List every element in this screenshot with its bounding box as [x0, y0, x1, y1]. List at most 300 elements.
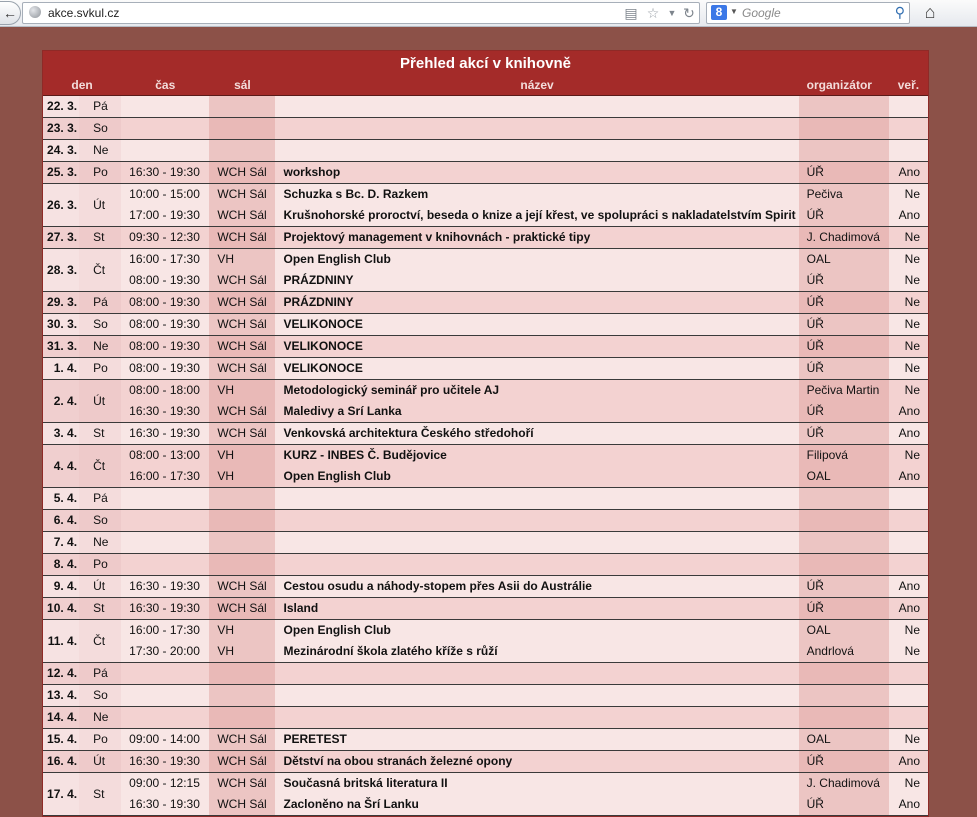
day-of-week: So	[79, 510, 121, 532]
day-group	[43, 751, 928, 773]
event-name: PERETEST	[275, 729, 798, 751]
event-organizer: J. Chadimová	[799, 773, 889, 795]
event-room: WCH Sál	[209, 227, 275, 249]
event-public: Ne	[889, 729, 928, 751]
event-room: WCH Sál	[209, 184, 275, 206]
table-row	[43, 380, 928, 402]
event-room: WCH Sál	[209, 773, 275, 795]
event-public: Ne	[889, 336, 928, 358]
event-organizer	[799, 140, 889, 162]
event-name: KURZ - INBES Č. Budějovice	[275, 445, 798, 467]
day-date: 4. 4.	[43, 445, 79, 488]
event-organizer	[799, 685, 889, 707]
day-of-week: Po	[79, 729, 121, 751]
event-organizer	[799, 510, 889, 532]
event-public: Ne	[889, 270, 928, 292]
day-of-week: Po	[79, 554, 121, 576]
table-title-row	[43, 51, 928, 75]
event-time: 10:00 - 15:00	[121, 184, 209, 206]
day-date: 13. 4.	[43, 685, 79, 707]
day-group	[43, 445, 928, 488]
day-date: 27. 3.	[43, 227, 79, 249]
day-group	[43, 96, 928, 118]
day-date: 30. 3.	[43, 314, 79, 336]
day-date: 22. 3.	[43, 96, 79, 118]
event-room: WCH Sál	[209, 729, 275, 751]
event-organizer: ÚŘ	[799, 598, 889, 620]
event-public: Ne	[889, 620, 928, 642]
event-organizer: Filipová	[799, 445, 889, 467]
event-name	[275, 685, 798, 707]
event-time	[121, 510, 209, 532]
event-organizer	[799, 707, 889, 729]
event-public: Ne	[889, 773, 928, 795]
event-time: 08:00 - 18:00	[121, 380, 209, 402]
event-organizer	[799, 554, 889, 576]
day-date: 6. 4.	[43, 510, 79, 532]
event-public	[889, 510, 928, 532]
event-organizer: ÚŘ	[799, 401, 889, 423]
day-date: 26. 3.	[43, 184, 79, 227]
table-row	[43, 510, 928, 532]
event-public: Ano	[889, 751, 928, 773]
event-name: workshop	[275, 162, 798, 184]
event-time: 16:30 - 19:30	[121, 423, 209, 445]
day-date: 31. 3.	[43, 336, 79, 358]
event-name: VELIKONOCE	[275, 358, 798, 380]
day-of-week: Út	[79, 380, 121, 423]
events-table	[43, 51, 928, 816]
event-time	[121, 532, 209, 554]
event-room: WCH Sál	[209, 336, 275, 358]
day-date: 14. 4.	[43, 707, 79, 729]
table-row	[43, 140, 928, 162]
table-row	[43, 401, 928, 423]
event-time	[121, 118, 209, 140]
event-time: 16:30 - 19:30	[121, 576, 209, 598]
day-date: 8. 4.	[43, 554, 79, 576]
event-room	[209, 488, 275, 510]
event-organizer: ÚŘ	[799, 162, 889, 184]
event-name	[275, 663, 798, 685]
day-date: 25. 3.	[43, 162, 79, 184]
event-organizer: ÚŘ	[799, 576, 889, 598]
event-name: Projektový management v knihovnách - praktické tipy	[275, 227, 798, 249]
column-header-name: název	[275, 75, 798, 96]
day-date: 7. 4.	[43, 532, 79, 554]
event-room: VH	[209, 380, 275, 402]
table-row	[43, 314, 928, 336]
event-organizer: Andrlová	[799, 641, 889, 663]
event-name: Mezinárodní škola zlatého kříže s růží	[275, 641, 798, 663]
event-organizer	[799, 96, 889, 118]
url-text[interactable]: akce.svkul.cz	[48, 6, 120, 20]
table-row	[43, 423, 928, 445]
event-organizer: Pečiva Martin	[799, 380, 889, 402]
day-group	[43, 576, 928, 598]
event-time	[121, 663, 209, 685]
event-organizer: ÚŘ	[799, 270, 889, 292]
event-organizer: ÚŘ	[799, 292, 889, 314]
day-group	[43, 162, 928, 184]
event-public	[889, 685, 928, 707]
day-of-week: Ne	[79, 532, 121, 554]
event-time: 16:30 - 19:30	[121, 598, 209, 620]
event-name: Island	[275, 598, 798, 620]
event-time: 08:00 - 19:30	[121, 314, 209, 336]
event-time: 16:00 - 17:30	[121, 466, 209, 488]
event-public: Ano	[889, 598, 928, 620]
reader-view-icon[interactable]: ▤	[624, 5, 638, 21]
day-of-week: Út	[79, 576, 121, 598]
day-of-week: St	[79, 423, 121, 445]
event-time	[121, 96, 209, 118]
event-time	[121, 488, 209, 510]
event-room	[209, 118, 275, 140]
event-public: Ano	[889, 576, 928, 598]
event-public: Ne	[889, 249, 928, 271]
event-name: VELIKONOCE	[275, 336, 798, 358]
event-time	[121, 685, 209, 707]
day-of-week: Čt	[79, 249, 121, 292]
day-date: 5. 4.	[43, 488, 79, 510]
table-row	[43, 270, 928, 292]
event-time: 08:00 - 19:30	[121, 292, 209, 314]
back-arrow-icon: ←	[3, 5, 17, 21]
table-row	[43, 663, 928, 685]
event-name: PRÁZDNINY	[275, 270, 798, 292]
table-row	[43, 488, 928, 510]
event-organizer	[799, 488, 889, 510]
day-of-week: Čt	[79, 620, 121, 663]
table-row	[43, 205, 928, 227]
event-name: Open English Club	[275, 249, 798, 271]
day-group	[43, 118, 928, 140]
day-of-week: Út	[79, 751, 121, 773]
table-row	[43, 598, 928, 620]
address-bar[interactable]	[22, 2, 700, 24]
search-icon[interactable]: ⚲	[894, 4, 905, 20]
day-group	[43, 510, 928, 532]
event-room: WCH Sál	[209, 598, 275, 620]
event-time	[121, 554, 209, 576]
event-room	[209, 96, 275, 118]
search-engine-dropdown-icon[interactable]: ▼	[730, 7, 738, 16]
event-organizer: OAL	[799, 249, 889, 271]
back-button[interactable]	[0, 1, 21, 25]
event-name	[275, 118, 798, 140]
table-row	[43, 794, 928, 816]
event-public: Ne	[889, 314, 928, 336]
event-name: Cestou osudu a náhody-stopem přes Asii do Austrálie	[275, 576, 798, 598]
day-of-week: Ne	[79, 336, 121, 358]
event-room: WCH Sál	[209, 292, 275, 314]
event-public	[889, 140, 928, 162]
day-group	[43, 598, 928, 620]
event-organizer: ÚŘ	[799, 423, 889, 445]
day-group	[43, 380, 928, 423]
event-time: 08:00 - 19:30	[121, 336, 209, 358]
event-room	[209, 140, 275, 162]
event-public	[889, 118, 928, 140]
event-room: WCH Sál	[209, 358, 275, 380]
day-group	[43, 140, 928, 162]
google-search-engine-icon[interactable]: 8	[711, 5, 727, 20]
day-of-week: Pá	[79, 292, 121, 314]
event-time: 09:00 - 12:15	[121, 773, 209, 795]
event-name: Zacloněno na Šrí Lanku	[275, 794, 798, 816]
event-organizer: ÚŘ	[799, 336, 889, 358]
event-room: VH	[209, 249, 275, 271]
event-public	[889, 554, 928, 576]
event-time: 08:00 - 19:30	[121, 358, 209, 380]
table-row	[43, 184, 928, 206]
event-time	[121, 140, 209, 162]
event-name	[275, 510, 798, 532]
event-public: Ne	[889, 358, 928, 380]
event-room: WCH Sál	[209, 205, 275, 227]
event-public: Ne	[889, 184, 928, 206]
table-row	[43, 707, 928, 729]
table-row	[43, 751, 928, 773]
day-of-week: St	[79, 598, 121, 620]
event-time: 16:30 - 19:30	[121, 794, 209, 816]
event-public: Ano	[889, 401, 928, 423]
column-header-day: den	[43, 75, 121, 96]
event-organizer: Pečiva	[799, 184, 889, 206]
column-header-room: sál	[209, 75, 275, 96]
event-organizer	[799, 118, 889, 140]
column-header-organizer: organizátor	[799, 75, 889, 96]
event-time: 09:00 - 14:00	[121, 729, 209, 751]
event-time: 17:00 - 19:30	[121, 205, 209, 227]
globe-icon	[29, 6, 41, 18]
table-row	[43, 292, 928, 314]
day-of-week: St	[79, 773, 121, 816]
event-room: WCH Sál	[209, 314, 275, 336]
day-date: 1. 4.	[43, 358, 79, 380]
event-room: WCH Sál	[209, 162, 275, 184]
event-room	[209, 554, 275, 576]
event-name: Open English Club	[275, 620, 798, 642]
day-of-week: Pá	[79, 488, 121, 510]
search-input[interactable]	[742, 5, 882, 20]
day-date: 12. 4.	[43, 663, 79, 685]
event-room: VH	[209, 641, 275, 663]
day-group	[43, 729, 928, 751]
event-time: 16:30 - 19:30	[121, 162, 209, 184]
day-date: 10. 4.	[43, 598, 79, 620]
event-time	[121, 707, 209, 729]
reload-icon[interactable]: ↻	[683, 5, 695, 21]
event-name: Metodologický seminář pro učitele AJ	[275, 380, 798, 402]
event-name	[275, 532, 798, 554]
day-group	[43, 620, 928, 663]
event-room	[209, 532, 275, 554]
event-name	[275, 488, 798, 510]
event-name: Současná britská literatura II	[275, 773, 798, 795]
day-of-week: So	[79, 118, 121, 140]
event-public	[889, 488, 928, 510]
table-row	[43, 118, 928, 140]
table-row	[43, 445, 928, 467]
table-row	[43, 249, 928, 271]
event-name: Krušnohorské proroctví, beseda o knize a její křest, ve spolupráci s nakladatelstvím Spirit	[275, 205, 798, 227]
search-bar[interactable]	[706, 2, 910, 24]
events-panel	[42, 50, 929, 817]
home-button[interactable]	[916, 1, 944, 23]
column-header-public: veř.	[889, 75, 928, 96]
day-of-week: So	[79, 685, 121, 707]
day-group	[43, 532, 928, 554]
day-date: 29. 3.	[43, 292, 79, 314]
event-organizer: ÚŘ	[799, 751, 889, 773]
day-group	[43, 685, 928, 707]
table-row	[43, 641, 928, 663]
event-time: 08:00 - 13:00	[121, 445, 209, 467]
day-of-week: Ne	[79, 707, 121, 729]
day-group	[43, 227, 928, 249]
table-row	[43, 96, 928, 118]
event-room	[209, 707, 275, 729]
event-public: Ne	[889, 641, 928, 663]
event-public: Ne	[889, 380, 928, 402]
event-name: VELIKONOCE	[275, 314, 798, 336]
event-name: Open English Club	[275, 466, 798, 488]
day-of-week: Po	[79, 162, 121, 184]
day-of-week: Pá	[79, 96, 121, 118]
event-name: Schuzka s Bc. D. Razkem	[275, 184, 798, 206]
event-name	[275, 554, 798, 576]
day-group	[43, 314, 928, 336]
day-of-week: Ne	[79, 140, 121, 162]
day-date: 15. 4.	[43, 729, 79, 751]
event-room: WCH Sál	[209, 751, 275, 773]
day-group	[43, 292, 928, 314]
day-group	[43, 554, 928, 576]
day-group	[43, 184, 928, 227]
event-time: 08:00 - 19:30	[121, 270, 209, 292]
table-row	[43, 554, 928, 576]
table-row	[43, 773, 928, 795]
history-dropdown-icon[interactable]: ▼	[667, 8, 677, 18]
table-row	[43, 466, 928, 488]
event-name: Venkovská architektura Českého středohoří	[275, 423, 798, 445]
event-public: Ano	[889, 423, 928, 445]
event-public: Ne	[889, 227, 928, 249]
day-of-week: Po	[79, 358, 121, 380]
event-organizer: J. Chadimová	[799, 227, 889, 249]
event-room: VH	[209, 620, 275, 642]
event-organizer: ÚŘ	[799, 794, 889, 816]
table-row	[43, 162, 928, 184]
day-group	[43, 663, 928, 685]
event-room: WCH Sál	[209, 270, 275, 292]
event-public: Ano	[889, 162, 928, 184]
event-name: PRÁZDNINY	[275, 292, 798, 314]
event-time: 16:30 - 19:30	[121, 751, 209, 773]
home-icon: ⌂	[924, 2, 936, 22]
table-row	[43, 729, 928, 751]
day-group	[43, 336, 928, 358]
table-row	[43, 532, 928, 554]
table-row	[43, 227, 928, 249]
event-room: VH	[209, 445, 275, 467]
day-date: 3. 4.	[43, 423, 79, 445]
event-time: 09:30 - 12:30	[121, 227, 209, 249]
day-date: 28. 3.	[43, 249, 79, 292]
day-of-week: So	[79, 314, 121, 336]
event-public	[889, 96, 928, 118]
event-time: 16:00 - 17:30	[121, 620, 209, 642]
event-room: VH	[209, 466, 275, 488]
event-time: 16:30 - 19:30	[121, 401, 209, 423]
day-group	[43, 707, 928, 729]
event-name: Dětství na obou stranách železné opony	[275, 751, 798, 773]
day-group	[43, 423, 928, 445]
day-of-week: Pá	[79, 663, 121, 685]
event-time: 16:00 - 17:30	[121, 249, 209, 271]
event-public: Ne	[889, 445, 928, 467]
event-organizer: OAL	[799, 729, 889, 751]
table-row	[43, 620, 928, 642]
event-organizer: ÚŘ	[799, 205, 889, 227]
day-of-week: Čt	[79, 445, 121, 488]
browser-toolbar	[0, 0, 977, 27]
day-group	[43, 773, 928, 816]
bookmark-star-icon[interactable]: ☆	[646, 5, 660, 21]
event-room: WCH Sál	[209, 423, 275, 445]
day-of-week: St	[79, 227, 121, 249]
event-organizer: ÚŘ	[799, 314, 889, 336]
event-name	[275, 140, 798, 162]
event-public: Ano	[889, 794, 928, 816]
day-date: 9. 4.	[43, 576, 79, 598]
event-organizer: OAL	[799, 466, 889, 488]
day-date: 24. 3.	[43, 140, 79, 162]
event-organizer: OAL	[799, 620, 889, 642]
event-public	[889, 707, 928, 729]
day-date: 2. 4.	[43, 380, 79, 423]
event-room	[209, 510, 275, 532]
event-name	[275, 707, 798, 729]
table-row	[43, 685, 928, 707]
event-room	[209, 685, 275, 707]
day-group	[43, 358, 928, 380]
event-name	[275, 96, 798, 118]
event-room: WCH Sál	[209, 401, 275, 423]
event-public: Ano	[889, 205, 928, 227]
event-name: Maledivy a Srí Lanka	[275, 401, 798, 423]
table-row	[43, 358, 928, 380]
event-organizer	[799, 663, 889, 685]
event-organizer	[799, 532, 889, 554]
day-group	[43, 488, 928, 510]
page-title: Přehled akcí v knihovně	[43, 51, 928, 75]
event-public	[889, 532, 928, 554]
day-group	[43, 249, 928, 292]
event-time: 17:30 - 20:00	[121, 641, 209, 663]
event-public	[889, 663, 928, 685]
day-date: 17. 4.	[43, 773, 79, 816]
table-row	[43, 336, 928, 358]
event-public: Ne	[889, 292, 928, 314]
day-date: 11. 4.	[43, 620, 79, 663]
event-room: WCH Sál	[209, 576, 275, 598]
day-date: 16. 4.	[43, 751, 79, 773]
event-public: Ano	[889, 466, 928, 488]
event-room: WCH Sál	[209, 794, 275, 816]
